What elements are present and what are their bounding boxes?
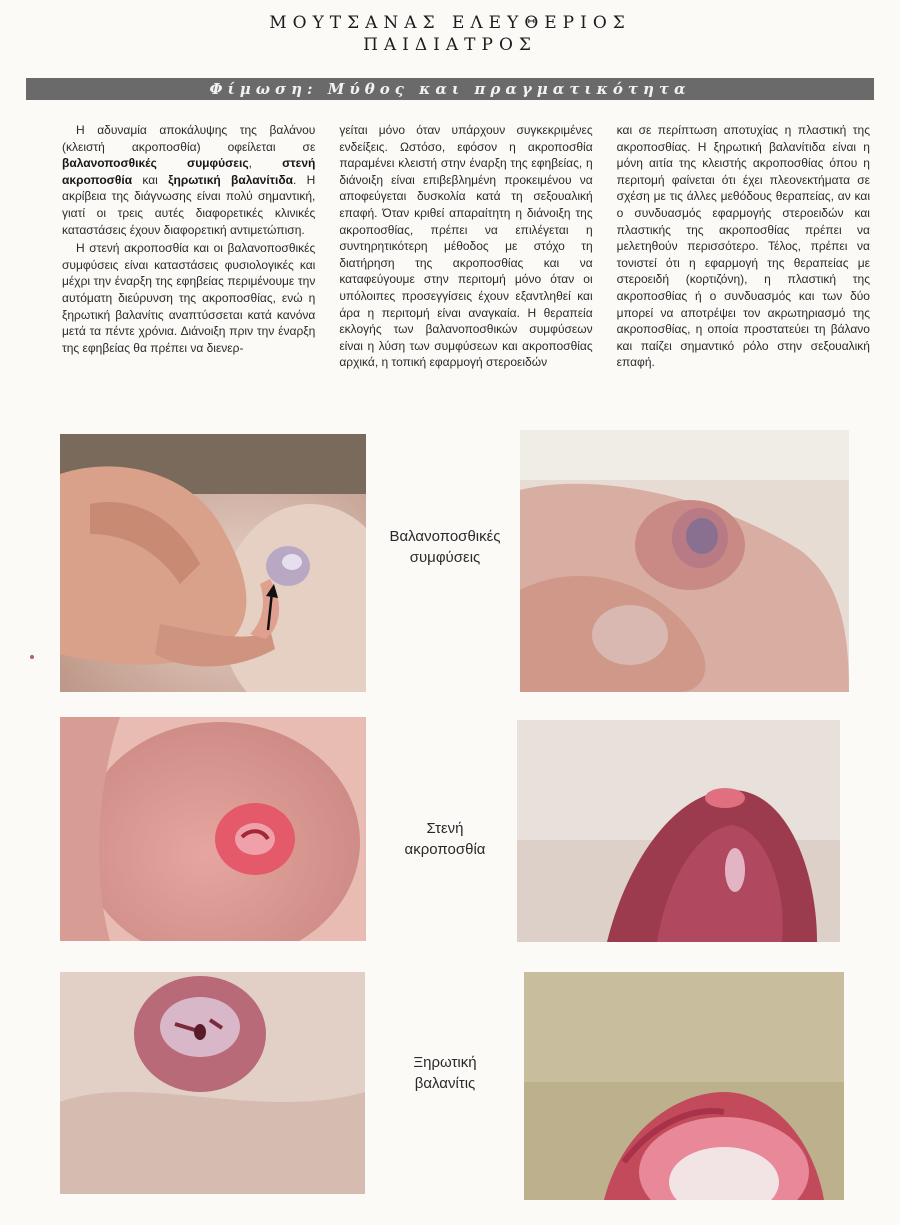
bold-term: ξηρωτική βαλανίτιδα xyxy=(168,172,294,187)
text-run: , xyxy=(248,156,283,171)
paragraph: και σε περίπτωση αποτυχίας η πλαστική της ακροποσθίας. Η ξηρωτική βαλανίτιδα είναι η μόνη αιτία της κλειστής ακροποσθίας όπου η περιτομή φαίνεται ότι έχει πλεονεκτήματα σε σχέση με τις άλλες μεθόδους θεραπείας, αν και ο συνδυασμός εφαρμογής στεροειδών και πλαστικής της ακροποσθίας πρέπει να μελετηθούν περισσότερο. Τέλος, πρέπει να τονιστεί ότι η εφαρμογή της θεραπείας με στεροειδή (κορτιζόνη), η πλαστική της ακροποσθίας ή ο συνδυασμός και των δύο μπορεί να αποτρέψει τον ακρωτηριασμό της ακροποσθίας, η οποία προστατεύει τη βάλανο και παίζει σημαντικό ρόλο στην σεξουαλική επαφή. xyxy=(616,123,870,370)
author-title: ΠΑΙΔΙΑΤΡΟΣ xyxy=(363,35,537,55)
article-column-3 xyxy=(617,122,870,422)
article-body xyxy=(62,122,870,422)
figure-caption-balanitis xyxy=(372,1052,518,1094)
article-column-2 xyxy=(339,122,592,422)
title-banner xyxy=(26,78,874,100)
caption-line: βαλανίτις xyxy=(414,1075,476,1092)
paragraph xyxy=(62,122,315,238)
photo-balanitis-xerotica-1 xyxy=(60,972,365,1194)
caption-line: Βαλανοποσθικές xyxy=(389,528,501,545)
photo-phimosis-2 xyxy=(517,720,840,942)
banner-title: Φίμωση: Μύθος και πραγματικότητα xyxy=(209,80,691,98)
caption-line: Ξηρωτική xyxy=(413,1054,477,1071)
bold-term: βαλανοποσθικές συμφύσεις xyxy=(62,156,249,171)
paragraph: γείται μόνο όταν υπάρχουν συγκεκριμένες ενδείξεις. Ωστόσο, εφόσον η ακροποσθία παραμένει κλειστή στην έναρξη της εφηβείας, η διάνοιξη είναι επιβεβλημένη προκειμένου να αποφεύγεται δυσκολία κατά τη σεξουαλική επαφή. Όταν κριθεί απαραίτητη η διάνοιξη της ακροποσθίας, πρέπει να επιλέγεται η συντηρητικότερη μέθοδος με στόχο τη διατήρηση της ακροποσθίας και να καταφεύγουμε στην περιτομή μόνο όταν οι υπόλοιπες προσεγγίσεις έχουν εξαντληθεί και άρα η περιτομή είναι αναγκαία. Η θεραπεία εκλογής των βαλανοποσθικών συμφύσεων είναι η λύση των συμφύσεων και ακροποσθίας αρχικά, η τοπική εφαρμογή στεροειδών xyxy=(339,123,593,370)
text-run: . Η ακρίβεια της διάγνωσης είναι πολύ σημαντική, γιατί οι τρεις αυτές διαφορετικές κλινικές καταστάσεις έχουν διαφορετική αντιμετώπιση. xyxy=(62,172,316,237)
photo-phimosis-1 xyxy=(60,717,366,941)
figure-caption-phimosis xyxy=(372,818,518,860)
figure-caption-adhesions xyxy=(372,526,518,568)
article-column-1 xyxy=(62,122,315,422)
photo-balanopreputial-adhesions-2 xyxy=(520,430,849,692)
caption-line: ακροποσθία xyxy=(404,841,486,858)
caption-line: συμφύσεις xyxy=(409,549,481,566)
paragraph: Η στενή ακροποσθία και οι βαλανοποσθικές συμφύσεις είναι καταστάσεις φυσιολογικές και μέχρι την έναρξη της εφηβείας περιμένουμε την αυτόματη διεύρυνση της ακροποσθίας, ενώ η ξηρωτική βαλανίτις αναπτύσσεται κατά κανόνα μετά τα πέντε χρόνια. Διάνοιξη πριν την έναρξη της εφηβείας θα πρέπει να διενερ- xyxy=(62,241,316,355)
photo-balanopreputial-adhesions-1 xyxy=(60,434,366,692)
bold-term: στενή ακροποσθία xyxy=(62,156,316,187)
photo-balanitis-xerotica-2 xyxy=(524,972,844,1200)
text-run: Η αδυναμία αποκάλυψης της βαλάνου (κλειστή ακροποσθία) οφείλεται σε xyxy=(62,123,316,154)
author-header xyxy=(0,12,900,56)
text-run: και xyxy=(132,172,169,187)
margin-mark xyxy=(30,655,34,659)
author-name: ΜΟΥΤΣΑΝΑΣ ΕΛΕΥΘΕΡΙΟΣ xyxy=(269,13,631,33)
caption-line: Στενή xyxy=(426,820,464,837)
